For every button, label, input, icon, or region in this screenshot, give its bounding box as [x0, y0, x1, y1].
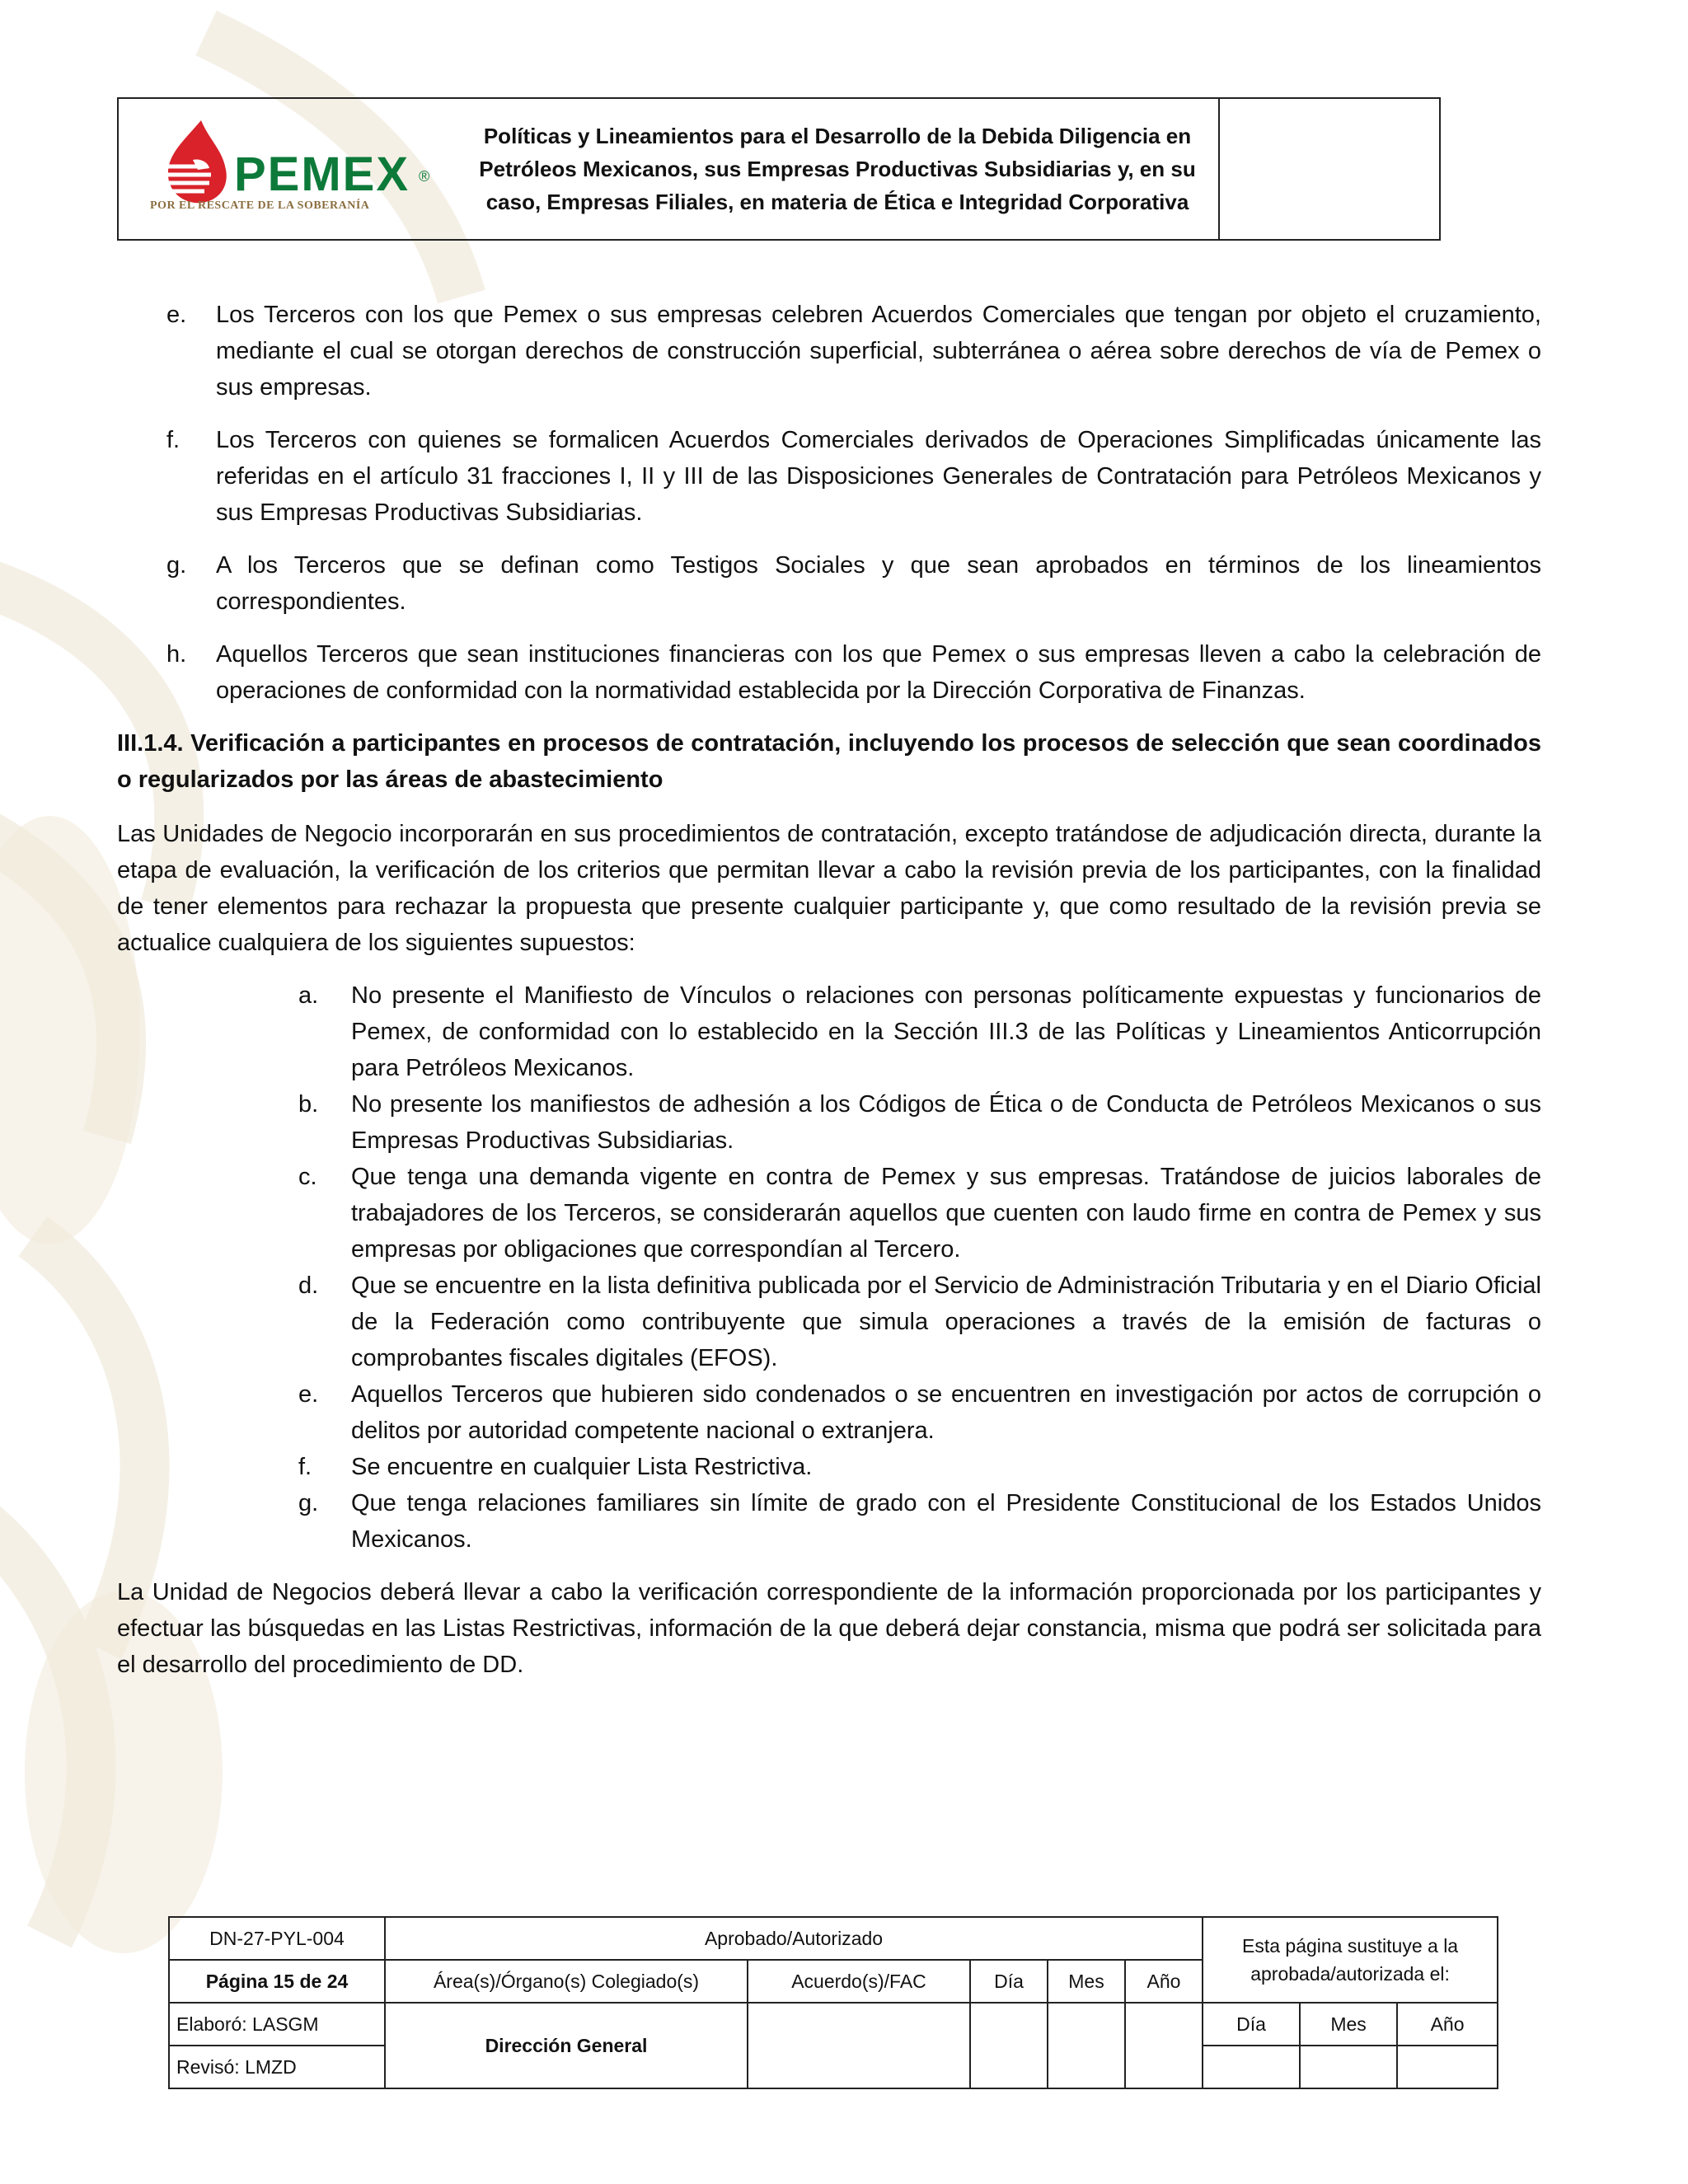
document-title: Políticas y Lineamientos para el Desarrollo de la Debida Diligencia en Petróleos Mexicanos, sus Empresas Productivas Subsidiarias y, en su caso, Empresas Filiales, en materia de Ética e Integridad Corporativa — [479, 124, 1196, 214]
sub-dia-header: Día — [1203, 2003, 1300, 2046]
list-text: Aquellos Terceros que hubieren sido condenados o se encuentren en investigación por actos de corrupción o delitos por autoridad competente nacional o extranjera. — [351, 1381, 1541, 1444]
direccion-cell: Dirección General — [385, 2003, 748, 2088]
pemex-flame-icon — [150, 117, 232, 208]
list-item — [298, 1485, 1541, 1558]
list-text: Que se encuentre en la lista definitiva publicada por el Servicio de Administración Tributaria y en el Diario Oficial de la Federación como contribuyente que simula operaciones a través de la emisión de facturas o comprobantes fiscales digitales (EFOS). — [351, 1272, 1541, 1371]
pemex-logo — [119, 99, 457, 239]
sub-mes-header: Mes — [1300, 2003, 1397, 2046]
list-marker: e. — [298, 1381, 319, 1408]
list-text: Los Terceros con los que Pemex o sus empresas celebren Acuerdos Comerciales que tengan por objeto el cruzamiento, mediante el cual se otorgan derechos de construcción superficial, subterránea o aérea sobre derechos de vía de Pemex o sus empresas. — [216, 302, 1541, 401]
sub-dia-value — [1203, 2046, 1300, 2088]
list-marker: g. — [166, 552, 187, 579]
list-item — [117, 297, 1541, 405]
list-item — [298, 1159, 1541, 1268]
section-heading: III.1.4. Verificación a participantes en procesos de contratación, incluyendo los procesos de selección que sean coordinados o regularizados por las áreas de abastecimiento — [117, 730, 1541, 793]
doc-code: DN-27-PYL-004 — [169, 1917, 385, 1960]
list-marker: g. — [298, 1490, 319, 1516]
list-marker: h. — [166, 641, 187, 668]
anio-value-cell — [1125, 2003, 1203, 2088]
dia-value-cell — [970, 2003, 1048, 2088]
list-item — [117, 422, 1541, 531]
list-marker: a. — [298, 982, 319, 1009]
top-list — [117, 297, 1541, 709]
sub-mes-value — [1300, 2046, 1397, 2088]
list-text: A los Terceros que se definan como Testigos Sociales y que sean aprobados en términos de los lineamientos correspondientes. — [216, 552, 1541, 615]
list-marker: e. — [166, 302, 187, 328]
list-marker: f. — [166, 427, 181, 453]
list-marker: d. — [298, 1272, 319, 1299]
col-acuerdo-header: Acuerdo(s)/FAC — [748, 1960, 970, 2003]
mes-value-cell — [1048, 2003, 1125, 2088]
list-item — [298, 977, 1541, 1086]
list-marker: b. — [298, 1091, 319, 1118]
col-dia-header: Día — [970, 1960, 1048, 2003]
acuerdo-value-cell — [748, 2003, 970, 2088]
list-marker: c. — [298, 1164, 317, 1190]
list-text: Los Terceros con quienes se formalicen Acuerdos Comerciales derivados de Operaciones Simplificadas únicamente las referidas en el artículo 31 fracciones I, II y III de las Disposiciones Generales de Contratación para Petróleos Mexicanos y sus Empresas Productivas Subsidiarias. — [216, 427, 1541, 526]
list-item — [117, 547, 1541, 620]
elaboro-cell: Elaboró: LASGM — [169, 2003, 385, 2046]
document-header — [117, 97, 1441, 241]
logo-tagline: POR EL RESCATE DE LA SOBERANÍA — [150, 199, 370, 212]
sub-anio-header: Año — [1397, 2003, 1498, 2046]
list-text: Que tenga relaciones familiares sin límite de grado con el Presidente Constitucional de los Estados Unidos Mexicanos. — [351, 1490, 1541, 1553]
substitutes-note: Esta página sustituye a la aprobada/autorizada el: — [1203, 1917, 1498, 2003]
document-body — [117, 297, 1541, 1699]
registered-mark: ® — [419, 168, 430, 185]
col-anio-header: Año — [1125, 1960, 1203, 2003]
logo-wordmark: PEMEX — [234, 148, 410, 201]
list-item — [298, 1376, 1541, 1449]
list-item — [117, 636, 1541, 709]
intro-paragraph: Las Unidades de Negocio incorporarán en sus procedimientos de contratación, excepto tratándose de adjudicación directa, durante la etapa de evaluación, la verificación de los criterios que permitan llevar a cabo la revisión previa de los participantes, con la finalidad de tener elementos para rechazar la propuesta que presente cualquier participante y, que como resultado de la revisión previa se actualice cualquiera de los siguientes supuestos: — [117, 821, 1541, 956]
list-item — [298, 1268, 1541, 1376]
closing-paragraph: La Unidad de Negocios deberá llevar a cabo la verificación correspondiente de la información proporcionada por los participantes y efectuar las búsquedas en las Listas Restrictivas, información de la que deberá dejar constancia, misma que podrá ser solicitada para el desarrollo del procedimiento de DD. — [117, 1579, 1541, 1678]
footer-control-table — [168, 1916, 1498, 2089]
list-text: Que tenga una demanda vigente en contra de Pemex y sus empresas. Tratándose de juicios laborales de trabajadores de los Terceros, se considerarán aquellos que cuenten con laudo firme en contra de Pemex y sus empresas por obligaciones que correspondían al Tercero. — [351, 1164, 1541, 1263]
list-text: No presente los manifiestos de adhesión a los Códigos de Ética o de Conducta de Petróleos Mexicanos o sus Empresas Productivas Subsidiarias. — [351, 1091, 1541, 1154]
list-text: Se encuentre en cualquier Lista Restrictiva. — [351, 1454, 813, 1480]
list-item — [298, 1449, 1541, 1485]
approved-header: Aprobado/Autorizado — [385, 1917, 1203, 1960]
col-mes-header: Mes — [1048, 1960, 1125, 2003]
col-area-header: Área(s)/Órgano(s) Colegiado(s) — [385, 1960, 748, 2003]
list-text: No presente el Manifiesto de Vínculos o relaciones con personas políticamente expuestas y funcionarios de Pemex, de conformidad con lo establecido en la Sección III.3 de las Políticas y Lineamientos Anticorrupción para Petróleos Mexicanos. — [351, 982, 1541, 1081]
list-text: Aquellos Terceros que sean instituciones financieras con los que Pemex o sus empresas lleven a cabo la celebración de operaciones de conformidad con la normatividad establecida por la Dirección Corporativa de Finanzas. — [216, 641, 1541, 704]
reviso-cell: Revisó: LMZD — [169, 2046, 385, 2088]
list-marker: f. — [298, 1454, 312, 1480]
header-empty-cell — [1218, 99, 1439, 239]
list-item — [298, 1086, 1541, 1159]
criteria-list — [298, 977, 1541, 1558]
page-number: Página 15 de 24 — [169, 1960, 385, 2003]
sub-anio-value — [1397, 2046, 1498, 2088]
